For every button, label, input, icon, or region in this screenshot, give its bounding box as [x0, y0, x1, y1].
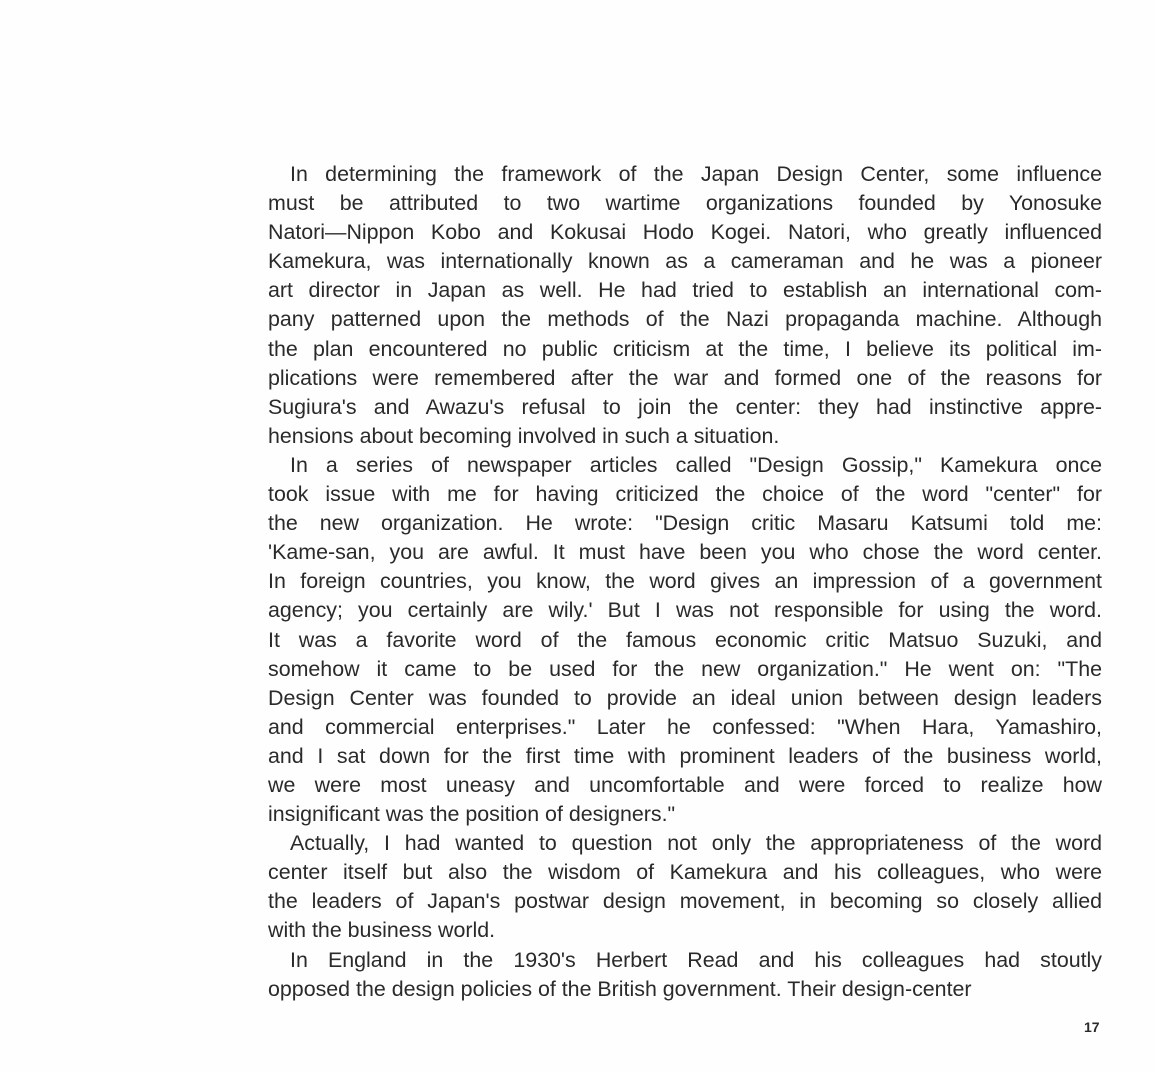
text-line: Kamekura, was internationally known as a cameraman and he was a pioneer — [268, 249, 1102, 274]
paragraph — [268, 451, 1102, 829]
text-line: In a series of newspaper articles called "Design Gossip," Kamekura once — [290, 452, 1102, 477]
paragraph — [268, 946, 1102, 1004]
text-line: must be attributed to two wartime organizations founded by Yonosuke — [268, 191, 1102, 216]
text-line: center itself but also the wisdom of Kamekura and his colleagues, who were — [268, 860, 1102, 885]
text-line: and I sat down for the first time with prominent leaders of the business world, — [268, 743, 1102, 768]
text-line: Sugiura's and Awazu's refusal to join the center: they had instinctive appre- — [268, 394, 1102, 419]
text-line: In foreign countries, you know, the word gives an impression of a government — [268, 569, 1102, 594]
text-line: we were most uneasy and uncomfortable and were forced to realize how — [268, 772, 1102, 797]
paragraph — [268, 160, 1102, 451]
text-line: the plan encountered no public criticism at the time, I believe its political im- — [268, 336, 1102, 361]
text-line: the new organization. He wrote: "Design critic Masaru Katsumi told me: — [268, 511, 1102, 536]
text-line: Actually, I had wanted to question not only the appropriateness of the word — [290, 831, 1102, 856]
text-line: Design Center was founded to provide an ideal union between design leaders — [268, 685, 1102, 710]
text-line: art director in Japan as well. He had tried to establish an international com- — [268, 278, 1102, 303]
text-line: Natori—Nippon Kobo and Kokusai Hodo Kogei. Natori, who greatly influenced — [268, 220, 1102, 245]
body-text — [268, 160, 1102, 1004]
paragraph — [268, 829, 1102, 945]
text-line: agency; you certainly are wily.' But I was not responsible for using the word. — [268, 598, 1102, 623]
text-line: pany patterned upon the methods of the Nazi propaganda machine. Although — [268, 307, 1102, 332]
text-line: In England in the 1930's Herbert Read and his colleagues had stoutly — [290, 947, 1102, 972]
text-line: hensions about becoming involved in such a situation. — [268, 423, 780, 448]
text-line: plications were remembered after the war and formed one of the reasons for — [268, 365, 1102, 390]
text-line: 'Kame-san, you are awful. It must have been you who chose the word center. — [268, 540, 1102, 565]
text-line: the leaders of Japan's postwar design movement, in becoming so closely allied — [268, 889, 1102, 914]
page-number: 17 — [1084, 1019, 1100, 1035]
text-line: and commercial enterprises." Later he confessed: "When Hara, Yamashiro, — [268, 714, 1102, 739]
text-line: opposed the design policies of the British government. Their design-center — [268, 976, 972, 1001]
text-line: somehow it came to be used for the new organization." He went on: "The — [268, 656, 1102, 681]
text-line: It was a favorite word of the famous economic critic Matsuo Suzuki, and — [268, 627, 1102, 652]
text-line: In determining the framework of the Japan Design Center, some influence — [290, 162, 1102, 186]
text-line: insignificant was the position of designers." — [268, 802, 676, 827]
text-line: took issue with me for having criticized the choice of the word "center" for — [268, 482, 1102, 507]
text-line: with the business world. — [268, 918, 496, 943]
